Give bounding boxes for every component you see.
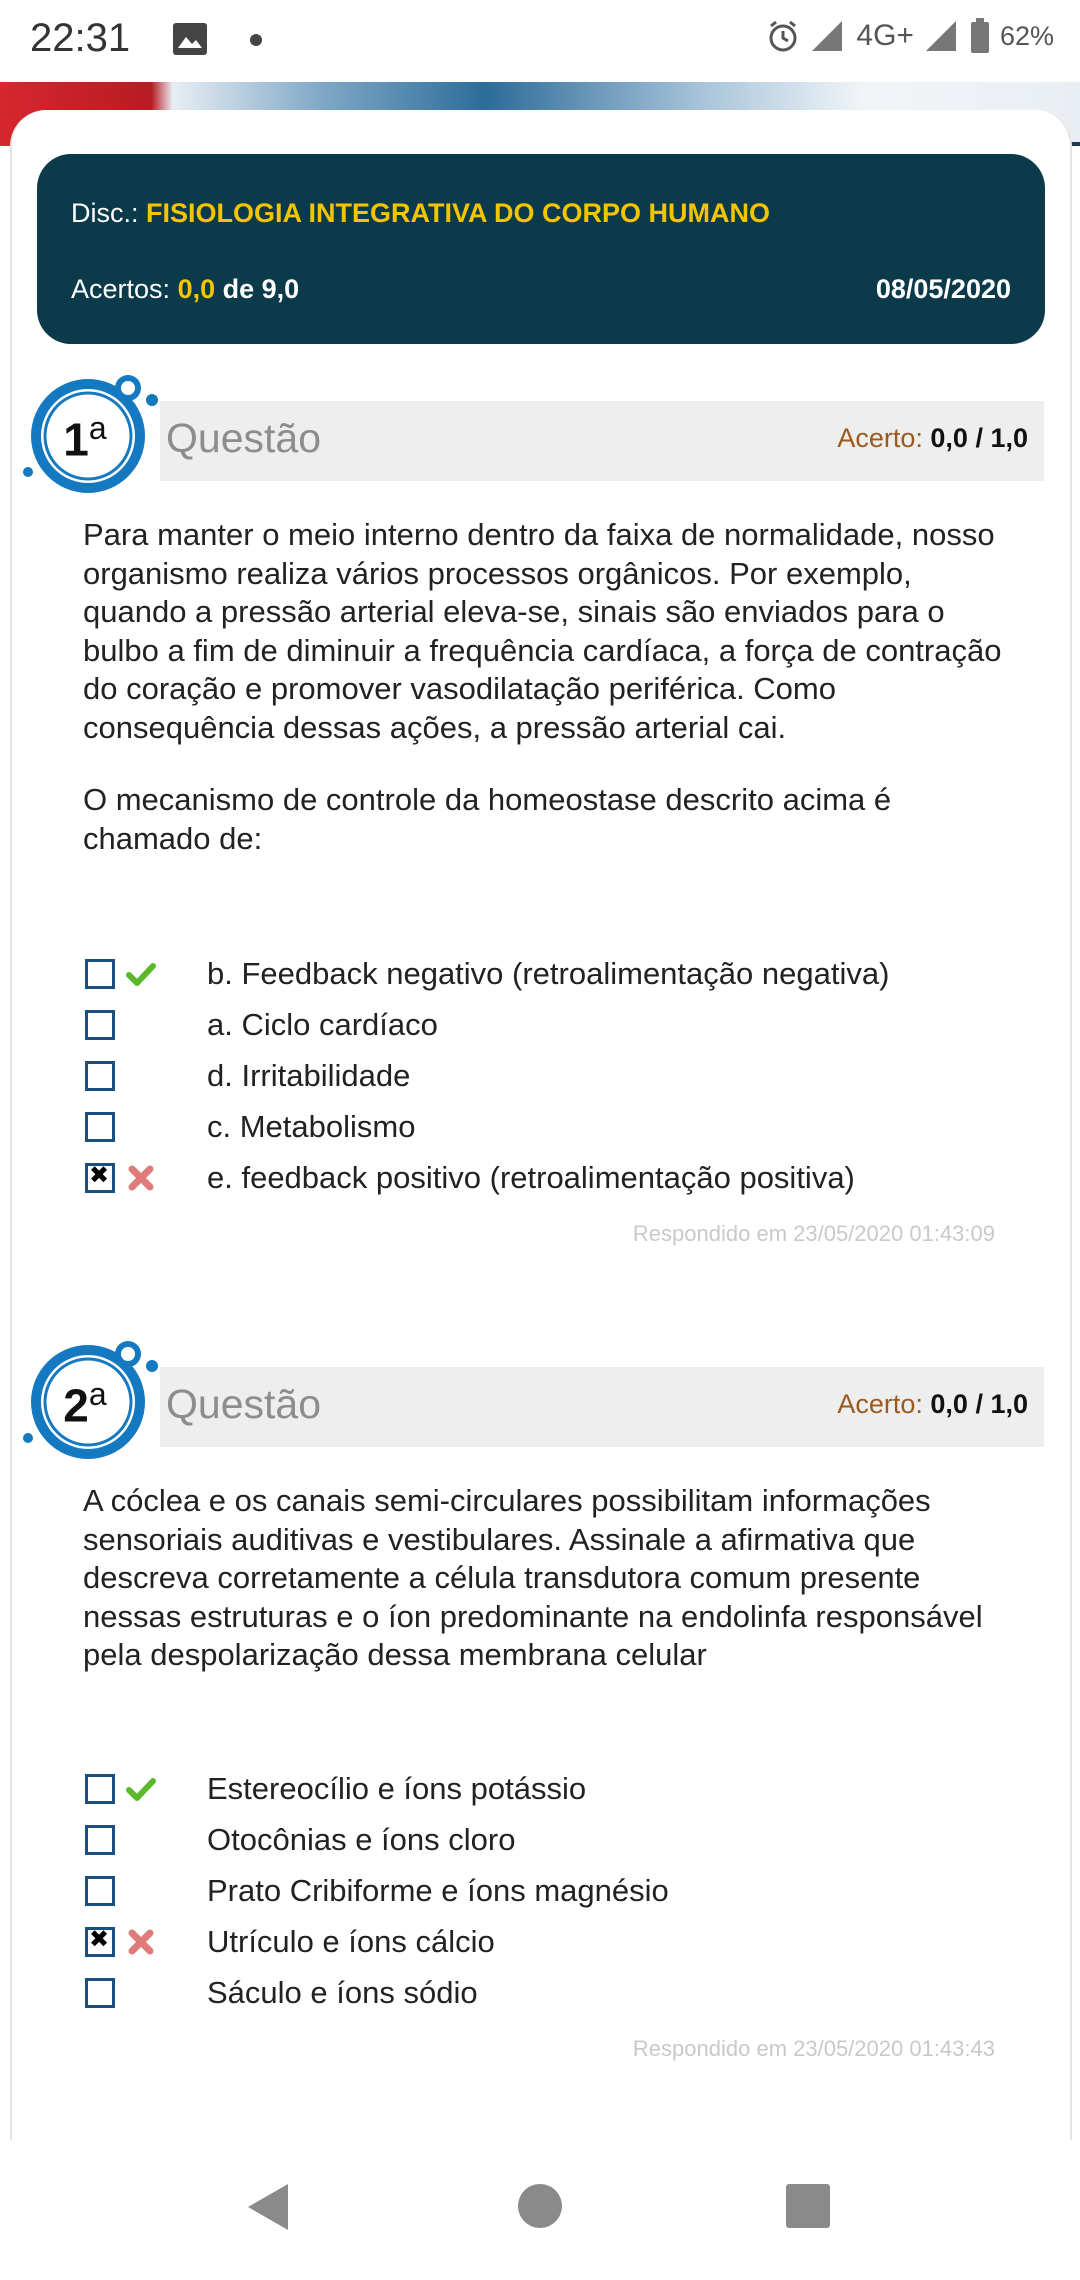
option-label: c. Metabolismo xyxy=(207,1109,416,1144)
question-number-sup: a xyxy=(88,410,107,446)
score-label: Acerto: xyxy=(837,1389,923,1419)
score-total: / 1,0 xyxy=(975,423,1028,453)
score-label: Acerto: xyxy=(837,423,923,453)
question-paragraph: Para manter o meio interno dentro da faixa de normalidade, nosso organismo realiza vários processos orgânicos. Por exemplo, quando a pressão arterial eleva-se, sinais são enviados para o bulbo a fim de diminuir a frequência cardíaca, a força de contração do coração e promover vasodilatação periférica. Como consequência dessas ações, a pressão arterial cai. xyxy=(83,517,1002,745)
question-text xyxy=(83,516,1003,892)
wrong-x-icon xyxy=(125,1926,157,1958)
exam-date: 08/05/2020 xyxy=(875,274,1011,304)
option-label: e. feedback positivo (retroalimentação positiva) xyxy=(207,1160,855,1195)
option-label: Sáculo e íons sódio xyxy=(207,1975,478,2010)
option-checkbox[interactable] xyxy=(85,1112,115,1142)
option-checkbox-checked[interactable] xyxy=(85,1927,115,1957)
alarm-icon xyxy=(766,19,800,53)
option-checkbox[interactable] xyxy=(85,1774,115,1804)
option-checkbox[interactable] xyxy=(85,959,115,989)
option-checkbox[interactable] xyxy=(85,1978,115,2008)
score-total: / 1,0 xyxy=(975,1389,1028,1419)
option-item[interactable] xyxy=(83,1816,1043,1867)
option-item[interactable] xyxy=(83,1969,1043,2020)
option-item[interactable] xyxy=(83,1765,1043,1816)
acertos-value: 0,0 xyxy=(177,274,216,304)
option-item[interactable] xyxy=(83,1103,1043,1154)
discipline-name: FISIOLOGIA INTEGRATIVA DO CORPO HUMANO xyxy=(146,198,771,228)
score-row xyxy=(71,274,299,305)
question-number xyxy=(40,1376,130,1432)
option-label: Utrículo e íons cálcio xyxy=(207,1924,495,1959)
notification-dot-icon xyxy=(250,34,262,46)
option-label: b. Feedback negativo (retroalimentação negativa) xyxy=(207,956,890,991)
question-number-value: 2 xyxy=(63,1379,89,1432)
option-checkbox-checked[interactable] xyxy=(85,1163,115,1193)
option-item[interactable] xyxy=(83,1867,1043,1918)
back-icon[interactable] xyxy=(246,2182,290,2232)
recent-apps-icon[interactable] xyxy=(786,2184,830,2228)
answered-timestamp: Respondido em 23/05/2020 01:43:43 xyxy=(632,2036,995,2061)
status-time: 22:31 xyxy=(30,16,131,60)
system-nav-bar xyxy=(0,2140,1080,2280)
correct-check-icon xyxy=(125,1773,157,1805)
option-item[interactable] xyxy=(83,1052,1043,1103)
option-item[interactable] xyxy=(83,1918,1043,1969)
acertos-total: de 9,0 xyxy=(222,274,300,304)
option-item[interactable] xyxy=(83,1001,1043,1052)
question-paragraph: A cóclea e os canais semi-circulares possibilitam informações sensoriais auditivas e vestibulares. Assinale a afirmativa que descreva corretamente a célula transdutora comum presente nessas estruturas e o íon predominante na endolinfa responsável pela despolarização dessa membrana celular xyxy=(83,1483,983,1672)
discipline-label: Disc.: xyxy=(71,198,139,228)
question-number-value: 1 xyxy=(63,413,89,466)
option-label: Otocônias e íons cloro xyxy=(207,1822,516,1857)
status-indicators xyxy=(766,18,1054,54)
option-label: a. Ciclo cardíaco xyxy=(207,1007,438,1042)
question-score xyxy=(837,1389,1028,1420)
option-label: Estereocílio e íons potássio xyxy=(207,1771,587,1806)
wrong-x-icon xyxy=(125,1162,157,1194)
option-checkbox[interactable] xyxy=(85,1825,115,1855)
answered-timestamp: Respondido em 23/05/2020 01:43:09 xyxy=(632,1221,995,1246)
option-checkbox[interactable] xyxy=(85,1876,115,1906)
status-bar xyxy=(0,0,1080,82)
battery-percent: 62% xyxy=(999,20,1054,51)
question-number-sup: a xyxy=(88,1376,107,1412)
question-text xyxy=(83,1482,1003,1709)
option-label: d. Irritabilidade xyxy=(207,1058,411,1093)
option-label: Prato Cribiforme e íons magnésio xyxy=(207,1873,669,1908)
discipline-header xyxy=(37,154,1045,344)
options-list xyxy=(83,1765,1043,2020)
option-item[interactable] xyxy=(83,1154,1043,1205)
option-checkbox[interactable] xyxy=(85,1010,115,1040)
options-list xyxy=(83,950,1043,1205)
question-number xyxy=(40,410,130,466)
battery-icon xyxy=(970,18,990,54)
question-title: Questão xyxy=(166,415,321,461)
home-icon[interactable] xyxy=(518,2184,562,2228)
question-number-badge xyxy=(20,362,170,512)
question-header xyxy=(160,1367,1044,1447)
question-number-badge xyxy=(20,1328,170,1478)
network-type: 4G+ xyxy=(856,19,914,52)
correct-check-icon xyxy=(125,958,157,990)
question-paragraph: O mecanismo de controle da homeostase descrito acima é chamado de: xyxy=(83,782,892,856)
discipline-row xyxy=(71,198,770,229)
question-header xyxy=(160,401,1044,481)
acertos-label: Acertos: xyxy=(71,274,171,304)
score-value: 0,0 xyxy=(930,1389,968,1419)
question-title: Questão xyxy=(166,1381,321,1427)
option-checkbox[interactable] xyxy=(85,1061,115,1091)
signal-icon xyxy=(810,19,846,53)
signal-icon-2 xyxy=(924,19,960,53)
option-item[interactable] xyxy=(83,950,1043,1001)
question-score xyxy=(837,423,1028,454)
score-value: 0,0 xyxy=(930,423,968,453)
gallery-icon xyxy=(172,22,208,56)
